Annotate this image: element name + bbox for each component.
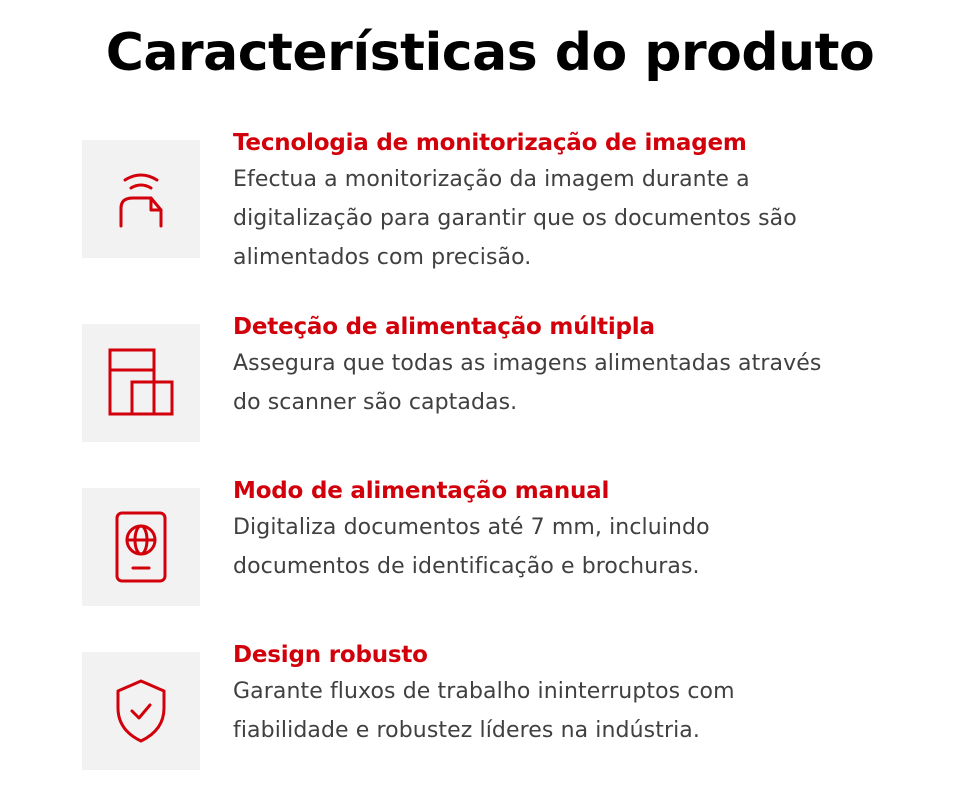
page-title: Características do produto: [105, 23, 875, 83]
feature-title: Design robusto: [233, 642, 428, 668]
feature-title: Tecnologia de monitorização de imagem: [233, 130, 747, 156]
stacked-documents-icon-box: [82, 324, 200, 442]
image-monitoring-icon: [111, 164, 171, 234]
image-monitoring-icon-box: [82, 140, 200, 258]
shield-check-icon: [113, 678, 169, 744]
passport-icon-box: [82, 488, 200, 606]
feature-item-multi-feed-detection: [82, 314, 902, 444]
feature-description-line: do scanner são captadas.: [233, 390, 518, 415]
feature-description-line: alimentados com precisão.: [233, 245, 532, 270]
feature-description: [233, 160, 893, 277]
feature-title: Modo de alimentação manual: [233, 478, 610, 504]
shield-check-icon-box: [82, 652, 200, 770]
feature-description: [233, 508, 893, 586]
feature-description: [233, 344, 893, 422]
feature-description-line: fiabilidade e robustez líderes na indústria.: [233, 718, 700, 743]
feature-description-line: Assegura que todas as imagens alimentadas através: [233, 351, 822, 376]
feature-description-line: digitalização para garantir que os documentos são: [233, 206, 797, 231]
feature-title: Deteção de alimentação múltipla: [233, 314, 655, 340]
feature-description-line: Digitaliza documentos até 7 mm, incluindo: [233, 515, 710, 540]
feature-item-manual-feed-mode: [82, 478, 902, 608]
passport-icon: [113, 510, 169, 584]
feature-description: [233, 672, 893, 750]
stacked-documents-icon: [106, 348, 176, 418]
feature-item-image-monitoring: [82, 130, 902, 270]
feature-description-line: Efectua a monitorização da imagem durante a: [233, 167, 750, 192]
feature-description-line: Garante fluxos de trabalho ininterruptos com: [233, 679, 735, 704]
feature-description-line: documentos de identificação e brochuras.: [233, 554, 700, 579]
feature-item-robust-design: [82, 642, 902, 772]
